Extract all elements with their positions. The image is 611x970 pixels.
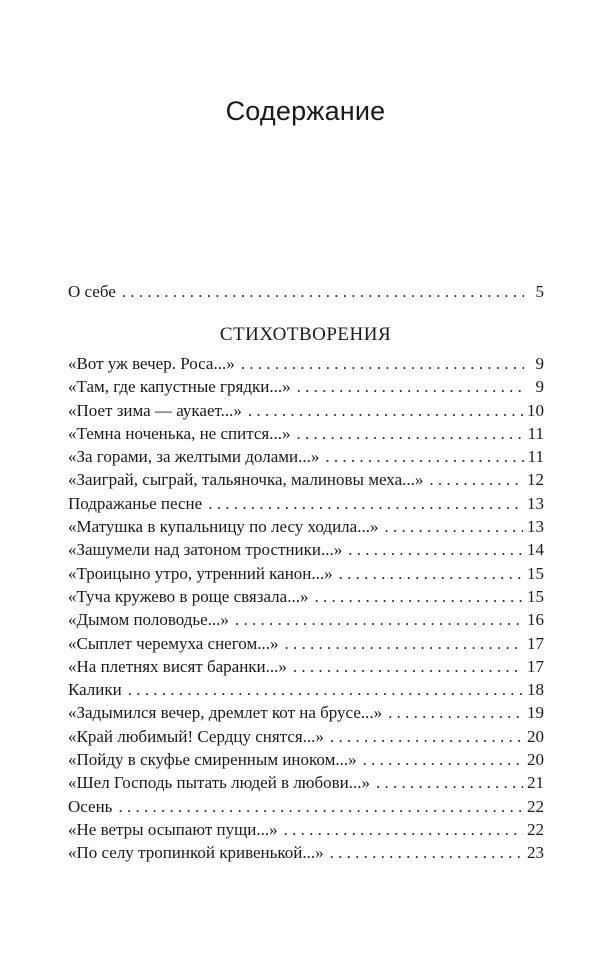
toc-page-number: 11 [527,447,544,467]
toc-entry-text: «Поет зима — аукает...» [68,400,242,420]
toc-page-number: 17 [527,656,544,676]
toc-page-number: 5 [535,282,544,301]
toc-entry-text: «Зашумели над затоном тростники...» [68,540,343,560]
toc-entry-text: Подражанье песне [68,493,203,513]
toc-entry[interactable] [68,632,544,655]
toc-page-number: 12 [527,470,544,490]
dot-leader [297,375,524,398]
toc-page-number: 18 [527,680,544,700]
toc-entry[interactable] [68,818,544,841]
toc-entry[interactable] [68,585,544,608]
toc-page-number: 23 [527,843,544,863]
toc-entry-text: «Туча кружево в роще связала...» [68,586,309,606]
toc-entry-text: О себе [68,282,116,301]
dot-leader [296,422,523,445]
toc-entry-text: «На плетнях висят баранки...» [68,656,287,676]
toc-page-number: 20 [527,750,544,770]
toc-entry-text: «Дымом половодье...» [68,610,229,630]
toc-entry-text: «За горами, за желтыми долами...» [68,447,320,467]
toc-entry[interactable] [68,678,544,701]
dot-leader [384,515,523,538]
toc-page-number: 16 [527,610,544,630]
dot-leader [348,538,523,561]
dot-leader [208,492,523,515]
toc-entry[interactable] [68,841,544,864]
toc-page-number: 9 [535,377,544,397]
toc-entry-text: Калики [68,680,122,700]
dot-leader [235,608,523,631]
toc-page-number: 13 [527,517,544,537]
dot-leader [330,841,523,864]
toc-page-number: 17 [527,633,544,653]
toc-entry-text: «Вот уж вечер. Роса...» [68,354,235,373]
toc-page-number: 22 [527,796,544,816]
toc-entry[interactable] [68,701,544,724]
toc-page-number: 10 [527,400,544,420]
dot-leader [314,585,523,608]
toc-list [68,352,544,865]
dot-leader [122,280,524,303]
toc-entry-text: «Шел Господь пытать людей в любови...» [68,773,371,793]
page-title: Содержание [225,96,386,126]
toc-page-number: 14 [527,540,544,560]
toc-page-number: 20 [527,726,544,746]
dot-leader [241,352,524,375]
toc-entry[interactable] [68,795,544,818]
toc-entry-text: «Троицыно утро, утренний канон...» [68,563,333,583]
toc-entry[interactable] [68,492,544,515]
toc-entry[interactable] [68,445,544,468]
dot-leader [388,701,523,724]
toc-entry[interactable] [68,608,544,631]
dot-leader [118,795,523,818]
section-heading: СТИХОТВОРЕНИЯ [219,324,392,345]
dot-leader [339,562,523,585]
toc-entry-text: «Матушка в купальницу по лесу ходила...» [68,517,379,537]
toc-page-number: 21 [527,773,544,793]
toc-page-number: 15 [527,563,544,583]
toc-entry-text: «Там, где капустные грядки...» [68,377,291,397]
toc-page-number: 9 [535,354,544,373]
dot-leader [429,468,523,491]
toc-page-number: 15 [527,586,544,606]
toc-entry[interactable] [68,771,544,794]
toc-entry[interactable] [68,538,544,561]
toc-entry[interactable] [68,399,544,422]
toc-entry-text: «Задымился вечер, дремлет кот на брусе...» [68,703,383,723]
dot-leader [284,632,523,655]
dot-leader [284,818,523,841]
toc-entry-text: «Не ветры осыпают пущи...» [68,819,278,839]
toc-entry[interactable] [68,562,544,585]
dot-leader [325,445,523,468]
dot-leader [293,655,523,678]
toc-page-number: 19 [527,703,544,723]
toc-entry[interactable] [68,515,544,538]
toc-entry[interactable] [68,468,544,491]
dot-leader [330,725,523,748]
toc-entry-text: «Сыплет черемуха снегом...» [68,633,279,653]
toc-entry-text: «Пойду в скуфье смиренным иноком...» [68,750,357,770]
toc-entry[interactable] [68,725,544,748]
dot-leader [363,748,523,771]
toc-page-number: 22 [527,819,544,839]
toc-entry[interactable] [68,422,544,445]
toc-entry[interactable] [68,655,544,678]
toc-entry-intro[interactable] [68,280,544,303]
toc-entry-text: «Заиграй, сыграй, тальяночка, малиновы меха...» [68,470,424,490]
toc-entry[interactable] [68,352,544,375]
toc-page-number: 11 [527,423,544,443]
toc-page-number: 13 [527,493,544,513]
toc-entry[interactable] [68,375,544,398]
dot-leader [248,399,523,422]
toc-entry-text: «Край любимый! Сердцу снятся...» [68,726,324,746]
toc-entry-text: «По селу тропинкой кривенькой...» [68,843,324,863]
toc-entry[interactable] [68,748,544,771]
toc-entry-text: Осень [68,796,113,816]
dot-leader [376,771,523,794]
dot-leader [128,678,523,701]
toc-entry-text: «Темна ноченька, не спится...» [68,423,291,443]
